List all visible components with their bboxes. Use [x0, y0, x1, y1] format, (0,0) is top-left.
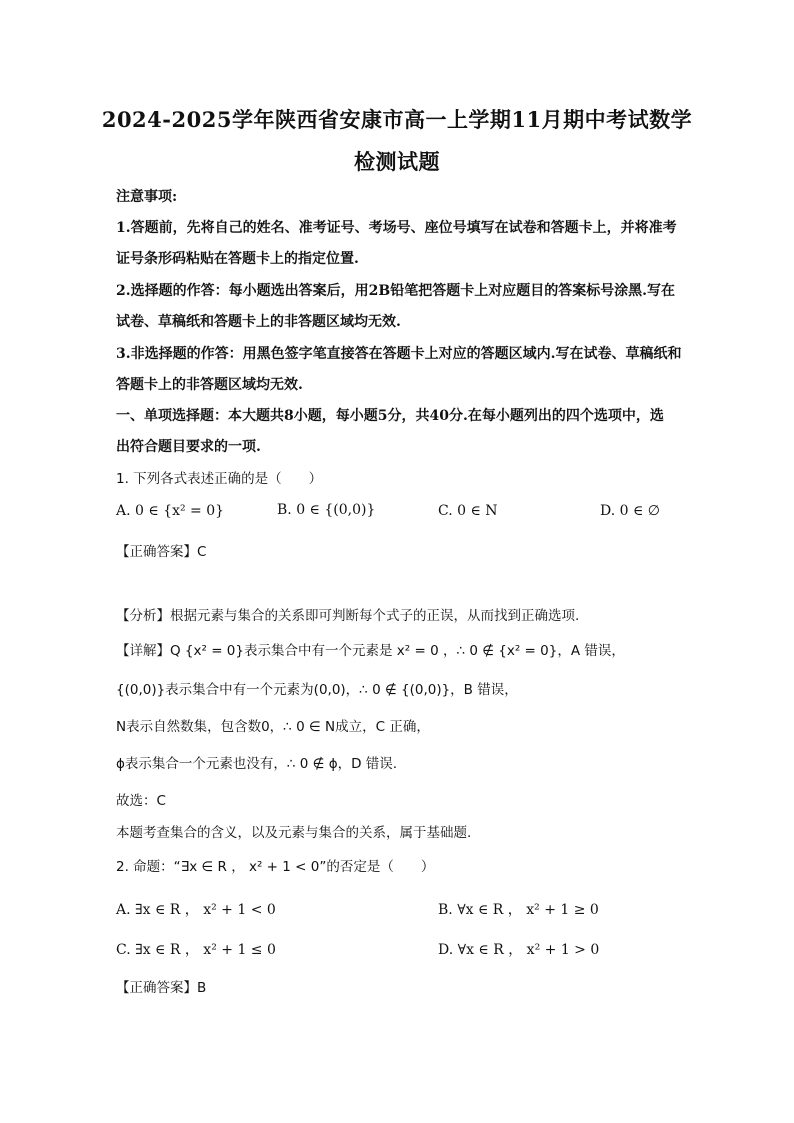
- question-1-summary: 本题考查集合的含义，以及元素与集合的关系，属于基础题.: [116, 825, 472, 841]
- question-1-answer: 【正确答案】C: [116, 544, 207, 560]
- question-1-detail-2: {(0,0)}表示集合中有一个元素为(0,0)，∴ 0 ∉ {(0,0)}，B 错误，: [116, 682, 518, 698]
- question-1-option-a: A. 0 ∈ {x² = 0}: [116, 503, 225, 519]
- question-1-option-d: D. 0 ∈ ∅: [600, 503, 660, 519]
- question-1-detail-4: ϕ表示集合一个元素也没有，∴ 0 ∉ ϕ，D 错误.: [116, 756, 398, 772]
- notice-2-line2: 试卷、草稿纸和答题卡上的非答题区域均无效.: [116, 314, 401, 330]
- notice-3-line1: 3.非选择题的作答：用黑色签字笔直接答在答题卡上对应的答题区域内.写在试卷、草稿纸和: [116, 346, 682, 362]
- question-1-option-c: C. 0 ∈ N: [438, 503, 498, 519]
- question-1-option-b: B. 0 ∈ {(0,0)}: [277, 502, 376, 518]
- question-1-choice: 故选：C: [116, 793, 166, 809]
- question-2-option-b: B. ∀x ∈ R ， x² + 1 ≥ 0: [438, 902, 599, 918]
- question-1-stem: 1. 下列各式表述正确的是（ ）: [116, 471, 323, 487]
- question-2-option-d: D. ∀x ∈ R ， x² + 1 > 0: [438, 942, 600, 958]
- question-2-answer: 【正确答案】B: [116, 980, 207, 996]
- notice-1-line1: 1.答题前，先将自己的姓名、准考证号、考场号、座位号填写在试卷和答题卡上，并将准考: [116, 220, 677, 236]
- notice-3-line2: 答题卡上的非答题区域均无效.: [116, 377, 303, 393]
- document-title-line2: 检测试题: [354, 149, 440, 174]
- question-2-option-c: C. ∃x ∈ R ， x² + 1 ≤ 0: [116, 942, 276, 958]
- document-title-line1: 2024-2025学年陕西省安康市高一上学期11月期中考试数学: [101, 107, 693, 132]
- question-2-option-a: A. ∃x ∈ R ， x² + 1 < 0: [116, 902, 276, 918]
- notice-1-line2: 证号条形码粘贴在答题卡上的指定位置.: [116, 251, 359, 267]
- question-1-detail-1: 【详解】Q {x² = 0}表示集合中有一个元素是 x² = 0 ，∴ 0 ∉ {x² = 0}，A 错误，: [116, 643, 625, 659]
- question-1-detail-3: N表示自然数集，包含数0，∴ 0 ∈ N成立，C 正确，: [116, 719, 430, 735]
- section-heading-line1: 一、单项选择题：本大题共8小题，每小题5分，共40分.在每小题列出的四个选项中，选: [116, 408, 664, 424]
- notice-2-line1: 2.选择题的作答：每小题选出答案后，用2B铅笔把答题卡上对应题目的答案标号涂黑.写在: [116, 283, 676, 299]
- question-2-stem: 2. 命题：“∃x ∈ R ， x² + 1 < 0”的否定是（ ）: [116, 859, 435, 875]
- notice-heading: 注意事项:: [116, 189, 178, 205]
- question-1-analysis: 【分析】根据元素与集合的关系即可判断每个式子的正误，从而找到正确选项.: [116, 608, 580, 624]
- section-heading-line2: 出符合题目要求的一项.: [116, 439, 261, 455]
